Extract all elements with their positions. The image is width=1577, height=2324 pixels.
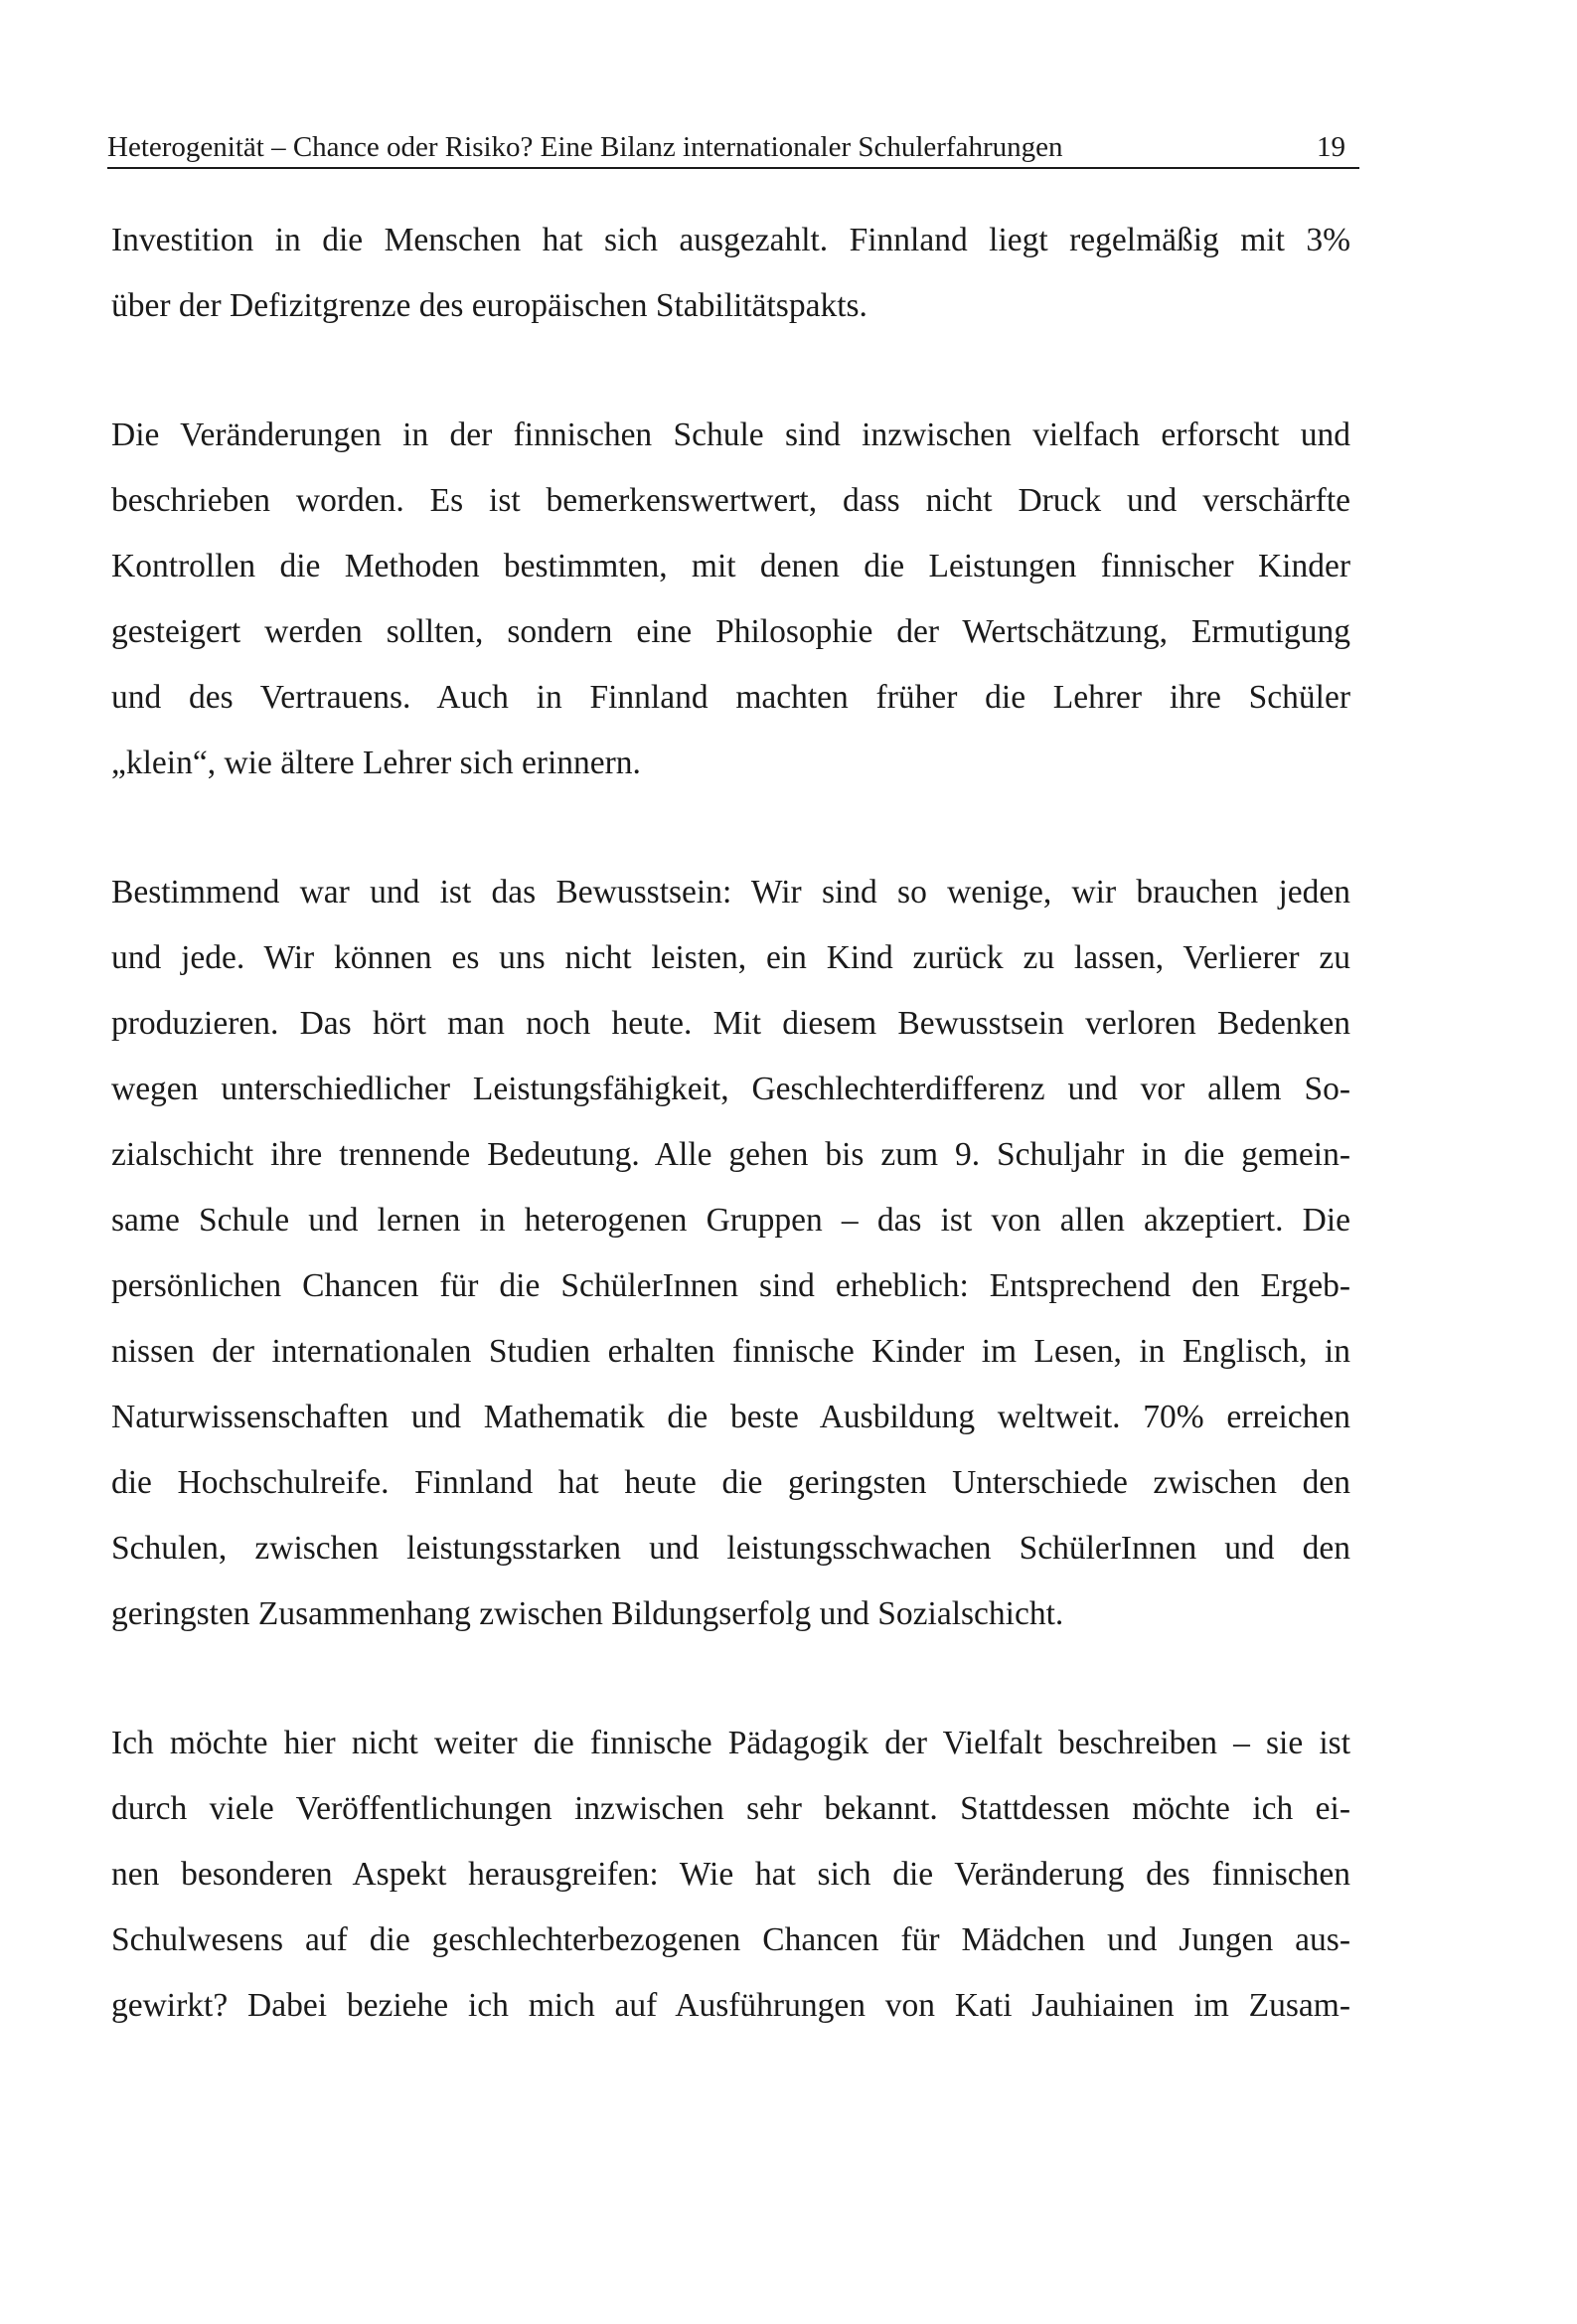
text-line: Die Veränderungen in der finnischen Schule sind inzwischen vielfach erforscht und	[111, 416, 1350, 453]
text-line: geringsten Zusammenhang zwischen Bildungserfolg und Sozialschicht.	[111, 1595, 1064, 1632]
paragraph-gap	[111, 807, 1350, 871]
paragraph-gap	[111, 350, 1350, 414]
text-line: Naturwissenschaften und Mathematik die beste Ausbildung weltweit. 70% erreichen	[111, 1399, 1350, 1435]
text-line: Bestimmend war und ist das Bewusstsein: Wir sind so wenige, wir brauchen jeden	[111, 874, 1350, 911]
text-line: nen besonderen Aspekt herausgreifen: Wie hat sich die Veränderung des finnischen	[111, 1856, 1350, 1893]
text-line: gewirkt? Dabei beziehe ich mich auf Ausführungen von Kati Jauhiainen im Zusam-	[111, 1987, 1350, 2024]
text-line: wegen unterschiedlicher Leistungsfähigkeit, Geschlechterdifferenz und vor allem So-	[111, 1071, 1350, 1107]
page-number: 19	[1317, 131, 1345, 163]
text-line: und jede. Wir können es uns nicht leisten, ein Kind zurück zu lassen, Verlierer zu	[111, 939, 1350, 976]
text-line: zialschicht ihre trennende Bedeutung. Alle gehen bis zum 9. Schuljahr in die gemein-	[111, 1136, 1350, 1173]
text-line: beschrieben worden. Es ist bemerkenswertwert, dass nicht Druck und verschärfte	[111, 482, 1350, 519]
text-line: same Schule und lernen in heterogenen Gruppen – das ist von allen akzeptiert. Die	[111, 1202, 1350, 1239]
paragraph-gap	[111, 1658, 1350, 1722]
text-line: nissen der internationalen Studien erhalten finnische Kinder im Lesen, in Englisch, in	[111, 1333, 1350, 1370]
text-line: durch viele Veröffentlichungen inzwischen sehr bekannt. Stattdessen möchte ich ei-	[111, 1790, 1350, 1827]
text-line: Investition in die Menschen hat sich ausgezahlt. Finnland liegt regelmäßig mit 3%	[111, 222, 1350, 258]
text-line: die Hochschulreife. Finnland hat heute die geringsten Unterschiede zwischen den	[111, 1464, 1350, 1501]
text-line: gesteigert werden sollten, sondern eine Philosophie der Wertschätzung, Ermutigung	[111, 613, 1350, 650]
text-line: Ich möchte hier nicht weiter die finnische Pädagogik der Vielfalt beschreiben – sie ist	[111, 1725, 1350, 1761]
paragraph	[111, 219, 1350, 350]
paragraph	[111, 414, 1350, 807]
text-line: Schulwesens auf die geschlechterbezogenen Chancen für Mädchen und Jungen aus-	[111, 1921, 1350, 1958]
text-line: „klein“, wie ältere Lehrer sich erinnern.	[111, 745, 641, 781]
header-title: Heterogenität – Chance oder Risiko? Eine Bilanz internationaler Schulerfahrungen	[107, 131, 1063, 163]
text-line: Schulen, zwischen leistungsstarken und leistungsschwachen SchülerInnen und den	[111, 1530, 1350, 1567]
body-text	[111, 219, 1350, 2050]
text-line: persönlichen Chancen für die SchülerInnen sind erheblich: Entsprechend den Ergeb-	[111, 1267, 1350, 1304]
text-line: produzieren. Das hört man noch heute. Mit diesem Bewusstsein verloren Bedenken	[111, 1005, 1350, 1042]
paragraph	[111, 1722, 1350, 2050]
text-line: über der Defizitgrenze des europäischen Stabilitätspakts.	[111, 287, 867, 324]
text-line: Kontrollen die Methoden bestimmten, mit denen die Leistungen finnischer Kinder	[111, 548, 1350, 584]
text-line: und des Vertrauens. Auch in Finnland machten früher die Lehrer ihre Schüler	[111, 679, 1350, 716]
running-header	[107, 127, 1359, 169]
paragraph	[111, 871, 1350, 1658]
